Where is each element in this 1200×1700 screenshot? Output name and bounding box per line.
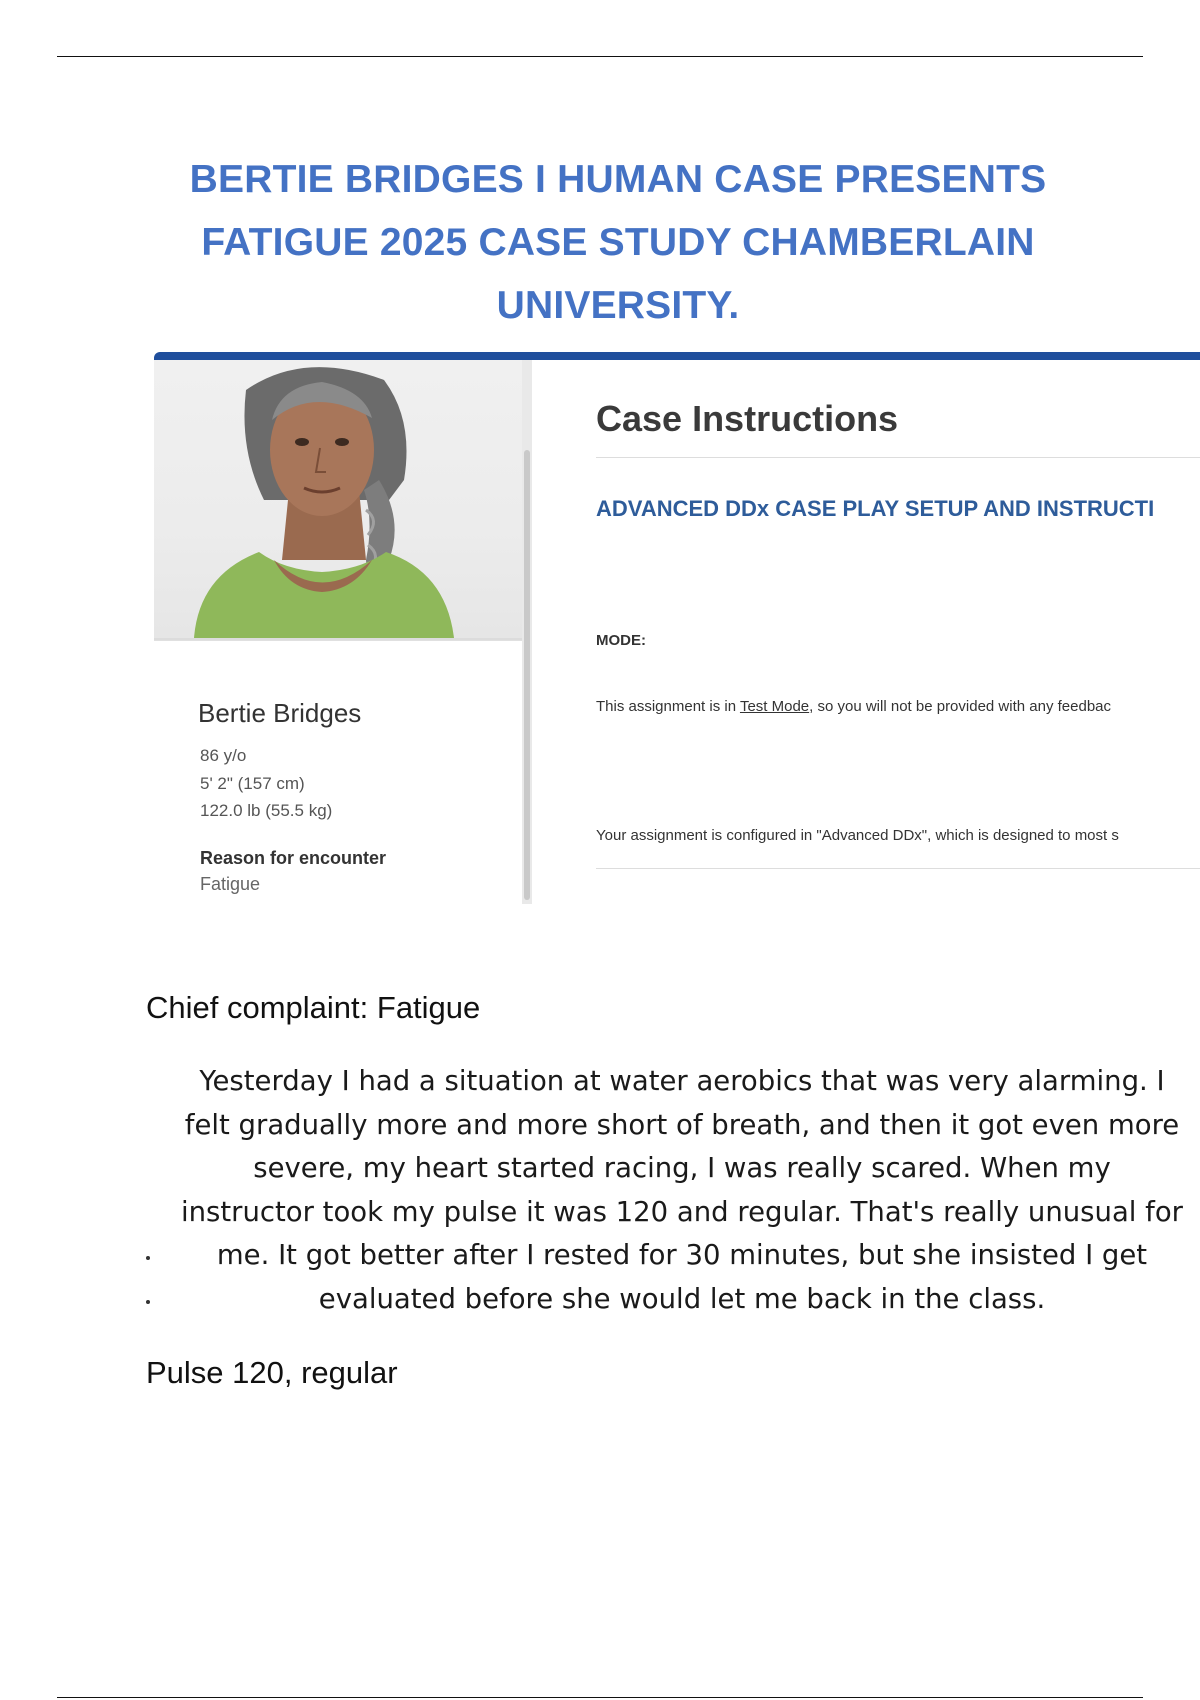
patient-portrait bbox=[154, 360, 522, 641]
quote-line-1: Yesterday I had a situation at water aerobics that was very alarming. I bbox=[199, 1065, 1165, 1097]
mode-text-before: This assignment is in bbox=[596, 698, 740, 715]
patient-quote bbox=[164, 1060, 1200, 1321]
test-mode-link[interactable]: Test Mode bbox=[739, 698, 810, 715]
patient-age: 86 y/o bbox=[200, 746, 247, 765]
quote-line-3: severe, my heart started racing, I was really scared. When my bbox=[253, 1152, 1111, 1184]
mode-text-after: , so you will not be provided with any feedbac bbox=[809, 698, 1112, 715]
document-title bbox=[120, 148, 1116, 337]
title-line-1: BERTIE BRIDGES I HUMAN CASE PRESENTS bbox=[189, 158, 1047, 201]
mode-label: MODE: bbox=[596, 632, 646, 649]
config-text: Your assignment is configured in "Advanced DDx", which is designed to most s bbox=[596, 827, 1119, 844]
patient-weight: 122.0 lb (55.5 kg) bbox=[200, 801, 333, 820]
bullet-dot-1 bbox=[146, 1256, 150, 1260]
quote-line-6: evaluated before she would let me back in the class. bbox=[318, 1282, 1046, 1315]
header-rule bbox=[57, 56, 1143, 57]
pulse-note: Pulse 120, regular bbox=[146, 1355, 398, 1390]
quote-line-4: instructor took my pulse it was 120 and regular. That's really unusual for bbox=[180, 1195, 1183, 1228]
footer-rule bbox=[57, 1697, 1143, 1698]
reason-value: Fatigue bbox=[200, 874, 261, 894]
instructions-title-rule bbox=[596, 457, 1200, 458]
patient-avatar-image bbox=[154, 360, 522, 638]
patient-stats bbox=[200, 742, 332, 825]
instructions-subheading: ADVANCED DDx CASE PLAY SETUP AND INSTRUCTI bbox=[596, 496, 1155, 521]
chief-complaint: Chief complaint: Fatigue bbox=[146, 990, 481, 1025]
card-divider bbox=[154, 640, 522, 641]
bullet-dot-2 bbox=[146, 1300, 150, 1304]
instructions-title: Case Instructions bbox=[596, 398, 899, 439]
case-screenshot bbox=[146, 352, 1200, 904]
title-line-3: UNIVERSITY. bbox=[496, 284, 740, 327]
mode-text bbox=[596, 698, 1111, 715]
patient-card-scrollbar[interactable] bbox=[524, 450, 530, 900]
config-rule bbox=[596, 868, 1200, 869]
case-instructions-panel bbox=[550, 360, 1200, 904]
reason-label: Reason for encounter bbox=[200, 848, 387, 868]
patient-card bbox=[146, 360, 532, 904]
case-header-bar bbox=[154, 352, 1200, 360]
patient-name: Bertie Bridges bbox=[198, 698, 362, 728]
title-line-2: FATIGUE 2025 CASE STUDY CHAMBERLAIN bbox=[201, 221, 1035, 264]
patient-height: 5' 2" (157 cm) bbox=[200, 773, 305, 793]
patient-quote-screenshot bbox=[146, 1050, 1200, 1340]
quote-line-5: me. It got better after I rested for 30 minutes, but she insisted I get bbox=[216, 1239, 1148, 1271]
quote-line-2: felt gradually more and more short of breath, and then it got even more bbox=[184, 1108, 1180, 1141]
